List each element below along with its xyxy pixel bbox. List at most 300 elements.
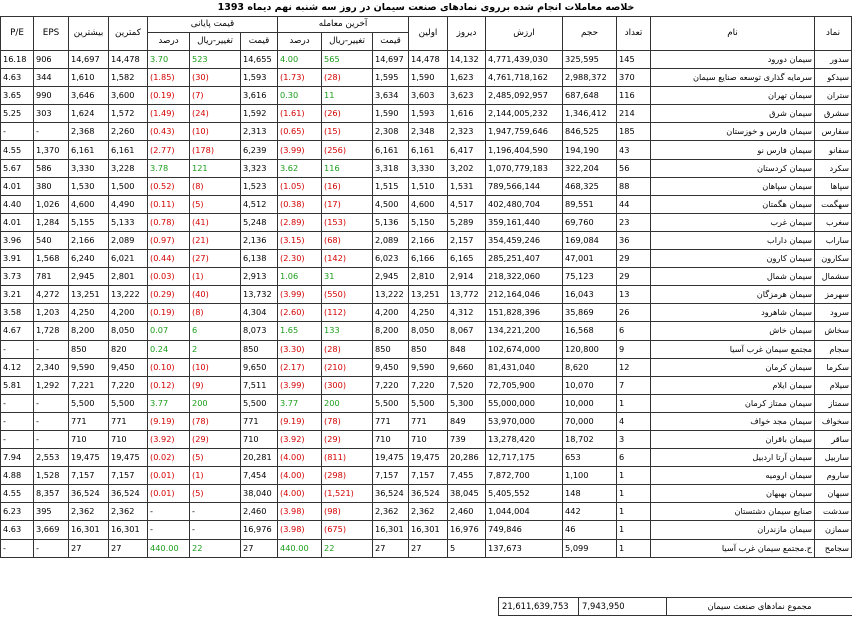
cell-last-percent: (4.00): [278, 485, 322, 503]
cell-final-percent: (0.29): [148, 286, 190, 304]
cell-last-percent: (2.17): [278, 358, 322, 376]
cell-final-price: 771: [241, 412, 278, 430]
cell-final-price: 13,732: [241, 286, 278, 304]
header-last-percent: درصد: [278, 33, 322, 51]
cell-volume: 325,595: [563, 51, 617, 69]
cell-last-percent: (3.98): [278, 521, 322, 539]
cell-final-change: (5): [190, 449, 241, 467]
total-label: مجموع نمادهای صنعت سیمان: [667, 598, 852, 616]
cell-yesterday: 3,623: [448, 87, 486, 105]
cell-min: 3,600: [109, 87, 148, 105]
header-final-price: قیمت پایانی: [148, 17, 278, 33]
header-symbol: نماد: [815, 17, 852, 51]
cell-last-percent: (0.38): [278, 195, 322, 213]
cell-pe: 3.91: [1, 250, 34, 268]
cell-symbol: ساقر: [815, 430, 852, 448]
cell-symbol: ساروم: [815, 467, 852, 485]
cell-eps: 344: [34, 69, 69, 87]
cell-count: 29: [617, 268, 651, 286]
cell-final-percent: (0.03): [148, 268, 190, 286]
cell-last-change: (153): [322, 213, 373, 231]
cell-final-price: 20,281: [241, 449, 278, 467]
cell-value: 212,164,046: [486, 286, 563, 304]
cell-pe: 3.58: [1, 304, 34, 322]
cell-final-percent: -: [148, 521, 190, 539]
cell-last-percent: (3.99): [278, 141, 322, 159]
cell-symbol: سبهان: [815, 485, 852, 503]
cell-value: 218,322,060: [486, 268, 563, 286]
cell-yesterday: 1,623: [448, 69, 486, 87]
cell-final-percent: (3.92): [148, 430, 190, 448]
cell-last-percent: (3.98): [278, 503, 322, 521]
cell-last-price: 2,945: [373, 268, 409, 286]
cell-last-percent: 1.65: [278, 322, 322, 340]
cell-pe: 5.25: [1, 105, 34, 123]
table-row: [1, 485, 852, 503]
table-row: [1, 449, 852, 467]
cell-first: 6,161: [409, 141, 448, 159]
cell-last-percent: (2.60): [278, 304, 322, 322]
header-pe: P/E: [1, 17, 34, 51]
cell-symbol: ستران: [815, 87, 852, 105]
cell-final-change: (5): [190, 195, 241, 213]
cell-final-price: 7,454: [241, 467, 278, 485]
cell-pe: 3.96: [1, 231, 34, 249]
cell-count: 1: [617, 394, 651, 412]
cell-value: 5,405,552: [486, 485, 563, 503]
cell-final-change: (10): [190, 358, 241, 376]
cell-last-percent: (4.00): [278, 449, 322, 467]
cell-final-change: (1): [190, 268, 241, 286]
cell-volume: 18,702: [563, 430, 617, 448]
cell-name: سیمان تهران: [651, 87, 815, 105]
cell-last-change: 22: [322, 539, 373, 557]
cell-final-change: (10): [190, 123, 241, 141]
cell-volume: 120,800: [563, 340, 617, 358]
cell-value: 1,044,004: [486, 503, 563, 521]
cell-pe: 7.94: [1, 449, 34, 467]
cell-max: 27: [69, 539, 109, 557]
cell-last-price: 36,524: [373, 485, 409, 503]
header-min: کمترین: [109, 17, 148, 51]
cell-volume: 10,070: [563, 376, 617, 394]
cell-first: 1,510: [409, 177, 448, 195]
cell-last-percent: (2.89): [278, 213, 322, 231]
cell-last-percent: (9.19): [278, 412, 322, 430]
cell-first: 36,524: [409, 485, 448, 503]
cell-min: 4,490: [109, 195, 148, 213]
cell-value: 102,674,000: [486, 340, 563, 358]
table-row: [1, 105, 852, 123]
cell-final-price: 27: [241, 539, 278, 557]
cell-final-price: 2,313: [241, 123, 278, 141]
cell-first: 16,301: [409, 521, 448, 539]
cell-eps: 906: [34, 51, 69, 69]
cell-name: صنایع سیمان دشتستان: [651, 503, 815, 521]
cell-last-change: 116: [322, 159, 373, 177]
cell-symbol: سخاش: [815, 322, 852, 340]
cell-name: سیمان مازندران: [651, 521, 815, 539]
cell-first: 1,590: [409, 69, 448, 87]
cell-last-price: 6,023: [373, 250, 409, 268]
cell-first: 1,593: [409, 105, 448, 123]
cell-final-change: (41): [190, 213, 241, 231]
cell-last-percent: 4.00: [278, 51, 322, 69]
cell-count: 29: [617, 250, 651, 268]
cell-final-percent: -: [148, 503, 190, 521]
cell-volume: 16,568: [563, 322, 617, 340]
cell-name: سیمان داراب: [651, 231, 815, 249]
cell-name: سیمان ممتاز کرمان: [651, 394, 815, 412]
cell-final-price: 4,512: [241, 195, 278, 213]
cell-pe: 4.01: [1, 177, 34, 195]
cell-yesterday: 5: [448, 539, 486, 557]
cell-volume: 5,099: [563, 539, 617, 557]
cell-last-price: 2,089: [373, 231, 409, 249]
cell-first: 5,500: [409, 394, 448, 412]
cell-value: 13,278,420: [486, 430, 563, 448]
cell-final-percent: (2.77): [148, 141, 190, 159]
cell-final-percent: 0.24: [148, 340, 190, 358]
cell-symbol: سیدکو: [815, 69, 852, 87]
cell-min: 8,050: [109, 322, 148, 340]
cell-final-price: 4,304: [241, 304, 278, 322]
cell-final-change: (21): [190, 231, 241, 249]
header-last-price: قیمت: [373, 33, 409, 51]
cell-final-change: (178): [190, 141, 241, 159]
cell-final-change: (78): [190, 412, 241, 430]
cell-final-change: (7): [190, 87, 241, 105]
cell-max: 7,157: [69, 467, 109, 485]
cell-count: 44: [617, 195, 651, 213]
table-row: [1, 430, 852, 448]
cell-first: 6,166: [409, 250, 448, 268]
cell-final-percent: (0.19): [148, 304, 190, 322]
cell-symbol: سدور: [815, 51, 852, 69]
cell-yesterday: 8,067: [448, 322, 486, 340]
cell-symbol: سیلام: [815, 376, 852, 394]
cell-final-change: 22: [190, 539, 241, 557]
cell-volume: 468,325: [563, 177, 617, 195]
cell-final-percent: (1.49): [148, 105, 190, 123]
cell-count: 145: [617, 51, 651, 69]
cell-volume: 47,001: [563, 250, 617, 268]
cell-min: 27: [109, 539, 148, 557]
cell-last-price: 7,157: [373, 467, 409, 485]
cell-min: 2,260: [109, 123, 148, 141]
cell-symbol: سکرد: [815, 159, 852, 177]
cell-first: 7,220: [409, 376, 448, 394]
cell-last-percent: 1.06: [278, 268, 322, 286]
cell-name: سیمان دورود: [651, 51, 815, 69]
cell-yesterday: 5,300: [448, 394, 486, 412]
cell-value: 134,221,200: [486, 322, 563, 340]
cell-final-percent: 0.07: [148, 322, 190, 340]
cell-final-change: (27): [190, 250, 241, 268]
cell-min: 7,157: [109, 467, 148, 485]
header-eps: EPS: [34, 17, 69, 51]
cell-last-price: 850: [373, 340, 409, 358]
cell-final-change: (30): [190, 69, 241, 87]
cell-min: 2,801: [109, 268, 148, 286]
cell-final-change: (9): [190, 376, 241, 394]
cell-final-percent: (0.43): [148, 123, 190, 141]
cell-first: 2,166: [409, 231, 448, 249]
cell-last-change: (142): [322, 250, 373, 268]
cell-last-price: 1,595: [373, 69, 409, 87]
cell-first: 13,251: [409, 286, 448, 304]
cell-last-price: 14,697: [373, 51, 409, 69]
table-row: [1, 340, 852, 358]
cell-last-price: 1,590: [373, 105, 409, 123]
cell-last-price: 710: [373, 430, 409, 448]
cell-max: 36,524: [69, 485, 109, 503]
cell-last-change: (98): [322, 503, 373, 521]
cell-max: 6,240: [69, 250, 109, 268]
header-last-change: تغییر-ریال: [322, 33, 373, 51]
cell-symbol: سکرما: [815, 358, 852, 376]
cell-min: 3,228: [109, 159, 148, 177]
total-table: [498, 597, 852, 616]
cell-last-change: (29): [322, 430, 373, 448]
cell-count: 1: [617, 467, 651, 485]
table-row: [1, 250, 852, 268]
cell-symbol: ساربیل: [815, 449, 852, 467]
cell-max: 14,697: [69, 51, 109, 69]
cell-last-change: (26): [322, 105, 373, 123]
cell-final-price: 7,511: [241, 376, 278, 394]
cell-eps: 1,026: [34, 195, 69, 213]
cell-final-percent: (0.97): [148, 231, 190, 249]
table-row: [1, 268, 852, 286]
cell-last-change: 11: [322, 87, 373, 105]
cell-final-change: 523: [190, 51, 241, 69]
table-row: [1, 51, 852, 69]
header-final-price-value: قیمت: [241, 33, 278, 51]
cell-volume: 687,648: [563, 87, 617, 105]
cell-volume: 653: [563, 449, 617, 467]
cell-min: 19,475: [109, 449, 148, 467]
table-row: [1, 87, 852, 105]
cell-eps: 8,357: [34, 485, 69, 503]
cell-pe: 4.40: [1, 195, 34, 213]
cell-name: سیمان غرب: [651, 213, 815, 231]
header-last-trade: آخرین معامله: [278, 17, 409, 33]
cell-last-percent: (4.00): [278, 467, 322, 485]
cell-min: 5,500: [109, 394, 148, 412]
cell-final-price: 2,136: [241, 231, 278, 249]
total-row: [499, 598, 852, 616]
cell-value: 4,771,439,030: [486, 51, 563, 69]
cell-max: 7,221: [69, 376, 109, 394]
cell-count: 1: [617, 539, 651, 557]
cell-value: 72,705,900: [486, 376, 563, 394]
cell-count: 116: [617, 87, 651, 105]
cell-last-change: (28): [322, 340, 373, 358]
cell-final-change: 6: [190, 322, 241, 340]
cell-final-percent: 3.70: [148, 51, 190, 69]
cell-pe: 16.18: [1, 51, 34, 69]
cell-symbol: سکارون: [815, 250, 852, 268]
cell-max: 6,161: [69, 141, 109, 159]
cell-last-price: 3,634: [373, 87, 409, 105]
cell-volume: 69,760: [563, 213, 617, 231]
cell-symbol: سفارس: [815, 123, 852, 141]
cell-symbol: سهرمز: [815, 286, 852, 304]
cell-pe: 4.01: [1, 213, 34, 231]
cell-pe: -: [1, 412, 34, 430]
cell-value: 749,846: [486, 521, 563, 539]
cell-final-percent: (0.52): [148, 177, 190, 195]
cell-last-change: (675): [322, 521, 373, 539]
cell-max: 1,530: [69, 177, 109, 195]
table-row: [1, 376, 852, 394]
cell-symbol: سدشت: [815, 503, 852, 521]
cell-pe: 6.23: [1, 503, 34, 521]
cell-first: 2,348: [409, 123, 448, 141]
cell-final-change: 2: [190, 340, 241, 358]
cell-eps: 1,528: [34, 467, 69, 485]
cell-eps: 540: [34, 231, 69, 249]
cell-min: 2,089: [109, 231, 148, 249]
cell-yesterday: 7,520: [448, 376, 486, 394]
cell-count: 56: [617, 159, 651, 177]
cell-symbol: سشرق: [815, 105, 852, 123]
cell-final-change: (29): [190, 430, 241, 448]
cell-final-percent: (0.78): [148, 213, 190, 231]
cell-last-price: 8,200: [373, 322, 409, 340]
cell-symbol: سشمال: [815, 268, 852, 286]
cell-eps: 586: [34, 159, 69, 177]
cell-max: 8,200: [69, 322, 109, 340]
cell-min: 14,478: [109, 51, 148, 69]
cell-volume: 2,988,372: [563, 69, 617, 87]
cell-eps: 781: [34, 268, 69, 286]
cell-volume: 70,000: [563, 412, 617, 430]
cell-eps: 4,272: [34, 286, 69, 304]
cell-name: سیمان هرمزگان: [651, 286, 815, 304]
cell-last-price: 3,318: [373, 159, 409, 177]
cell-eps: -: [34, 123, 69, 141]
cell-count: 7: [617, 376, 651, 394]
cell-last-change: (28): [322, 69, 373, 87]
cell-last-percent: 3.62: [278, 159, 322, 177]
cell-final-change: 200: [190, 394, 241, 412]
table-row: [1, 123, 852, 141]
cell-max: 4,600: [69, 195, 109, 213]
cell-count: 185: [617, 123, 651, 141]
cell-pe: 3.73: [1, 268, 34, 286]
cell-yesterday: 3,202: [448, 159, 486, 177]
cell-last-percent: (3.15): [278, 231, 322, 249]
cell-first: 7,157: [409, 467, 448, 485]
cell-last-change: (78): [322, 412, 373, 430]
cell-eps: 3,669: [34, 521, 69, 539]
cell-last-price: 6,161: [373, 141, 409, 159]
cell-max: 4,250: [69, 304, 109, 322]
cell-first: 771: [409, 412, 448, 430]
cell-max: 5,500: [69, 394, 109, 412]
cell-eps: 2,553: [34, 449, 69, 467]
cell-volume: 442: [563, 503, 617, 521]
cell-max: 5,155: [69, 213, 109, 231]
cell-count: 26: [617, 304, 651, 322]
cell-max: 710: [69, 430, 109, 448]
cell-last-change: (1,521): [322, 485, 373, 503]
header-yesterday: دیروز: [448, 17, 486, 51]
cell-pe: -: [1, 394, 34, 412]
cell-volume: 75,123: [563, 268, 617, 286]
cell-last-percent: (1.73): [278, 69, 322, 87]
table-row: [1, 412, 852, 430]
cell-final-price: 38,040: [241, 485, 278, 503]
cell-name: سیمان فارس نو: [651, 141, 815, 159]
table-row: [1, 304, 852, 322]
cell-max: 2,362: [69, 503, 109, 521]
cell-name: سیمان فارس و خوزستان: [651, 123, 815, 141]
cell-volume: 169,084: [563, 231, 617, 249]
cell-last-price: 771: [373, 412, 409, 430]
cell-name: سیمان کرمان: [651, 358, 815, 376]
cell-value: 1,947,759,646: [486, 123, 563, 141]
table-row: [1, 231, 852, 249]
cell-value: 81,431,040: [486, 358, 563, 376]
cell-final-change: -: [190, 503, 241, 521]
cell-volume: 10,000: [563, 394, 617, 412]
cell-final-price: 6,138: [241, 250, 278, 268]
cell-max: 13,251: [69, 286, 109, 304]
table-row: [1, 286, 852, 304]
cell-yesterday: 1,616: [448, 105, 486, 123]
cell-last-price: 4,200: [373, 304, 409, 322]
cell-min: 771: [109, 412, 148, 430]
header-max: بیشترین: [69, 17, 109, 51]
cell-max: 19,475: [69, 449, 109, 467]
cell-last-change: (550): [322, 286, 373, 304]
cell-name: سیمان خاش: [651, 322, 815, 340]
cell-value: 2,144,005,232: [486, 105, 563, 123]
cell-min: 710: [109, 430, 148, 448]
cell-final-price: 3,616: [241, 87, 278, 105]
cell-first: 9,590: [409, 358, 448, 376]
cell-max: 2,368: [69, 123, 109, 141]
cell-count: 6: [617, 322, 651, 340]
cell-first: 4,600: [409, 195, 448, 213]
table-row: [1, 195, 852, 213]
cell-min: 5,133: [109, 213, 148, 231]
cell-symbol: سمتاز: [815, 394, 852, 412]
cell-max: 850: [69, 340, 109, 358]
cell-max: 2,945: [69, 268, 109, 286]
table-row: [1, 503, 852, 521]
table-row: [1, 141, 852, 159]
cell-pe: 3.21: [1, 286, 34, 304]
cell-final-price: 5,248: [241, 213, 278, 231]
cell-symbol: سغرب: [815, 213, 852, 231]
cell-count: 23: [617, 213, 651, 231]
cell-last-percent: (2.30): [278, 250, 322, 268]
cell-value: 359,161,440: [486, 213, 563, 231]
cell-last-percent: (1.05): [278, 177, 322, 195]
cell-min: 1,572: [109, 105, 148, 123]
cell-max: 1,610: [69, 69, 109, 87]
cell-last-change: (811): [322, 449, 373, 467]
cell-yesterday: 2,323: [448, 123, 486, 141]
cell-last-change: (298): [322, 467, 373, 485]
header-first: اولین: [409, 17, 448, 51]
cell-final-percent: (0.12): [148, 376, 190, 394]
cell-count: 214: [617, 105, 651, 123]
